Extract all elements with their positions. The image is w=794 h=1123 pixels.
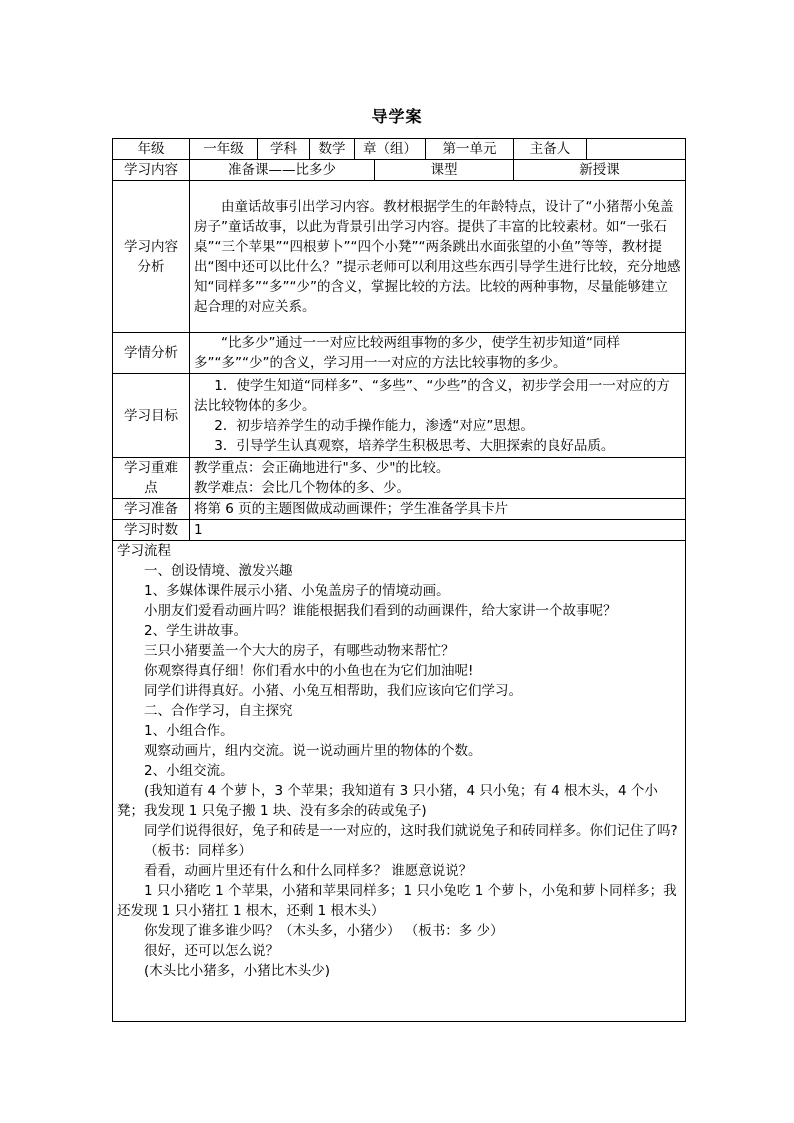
flow-line: 1、小组合作。	[144, 723, 234, 739]
analysis-label	[113, 181, 190, 333]
keypoints-label-line2: 点	[144, 480, 158, 496]
goal-item-1: 1．使学生知道“同样多”、“多些”、“少些”的含义，初步学会用一一对应的方法比较物体的多少。	[194, 377, 670, 414]
grade-label: 年级	[113, 139, 190, 160]
unit-value: 第一单元	[426, 139, 514, 160]
document-title: 导学案	[371, 107, 423, 126]
subject-value: 数学	[310, 139, 355, 160]
flow-line: 2、学生讲故事。	[144, 623, 248, 639]
situation-label: 学情分析	[113, 333, 190, 374]
keypoints-label	[113, 458, 190, 499]
flow-line: 二、合作学习，自主探究	[144, 703, 293, 719]
preparer-label: 主备人	[514, 139, 587, 160]
keypoints-label-line1: 学习重难	[124, 460, 178, 476]
header-row	[113, 139, 686, 160]
flow-line: 三只小猪要盖一个大大的房子，有哪些动物来帮忙？	[144, 643, 455, 659]
teaching-difficulty: 教学难点：会比几个物体的多、少。	[194, 480, 410, 496]
lesson-type-label: 课型	[375, 160, 514, 181]
goal-item-2: 2．初步培养学生的动手操作能力，渗透“对应”思想。	[214, 417, 534, 434]
flow-cell	[113, 541, 686, 1022]
unit-label: 章（组）	[355, 139, 426, 160]
goals-row	[113, 374, 686, 458]
goals-label: 学习目标	[113, 374, 190, 458]
keypoints-row	[113, 458, 686, 499]
flow-line: 看看，动画片里还有什么和什么同样多？ 谁愿意说说？	[144, 863, 473, 879]
flow-line: （板书：同样多）	[144, 843, 252, 859]
flow-line: 你发现了谁多谁少吗？（木头多，小猪少） （板书：多 少）	[144, 923, 504, 939]
flow-line: 观察动画片，组内交流。说一说动画片里的物体的个数。	[144, 743, 482, 759]
flow-line: (木头比小猪多，小猪比木头少)	[144, 963, 331, 979]
flow-row	[113, 541, 686, 1022]
prep-row	[113, 499, 686, 520]
flow-line: 你观察得真仔细！你们看水中的小鱼也在为它们加油呢!	[144, 663, 474, 679]
preparer-value	[587, 139, 686, 160]
analysis-label-line2: 分析	[137, 258, 165, 275]
content-label: 学习内容	[113, 160, 190, 181]
flow-line: 1 只小猪吃 1 个苹果，小猪和苹果同样多；1 只小兔吃 1 个萝卜，小兔和萝卜同样多；我还发现 1 只小猪扛 1 根木，还剩 1 根木头）	[117, 883, 677, 919]
keypoints-text	[190, 458, 686, 499]
hours-row	[113, 520, 686, 541]
analysis-label-line1: 学习内容	[124, 238, 178, 255]
goals-text	[190, 374, 686, 458]
flow-line: 一、创设情境、激发兴趣	[144, 563, 293, 579]
content-value: 准备课——比多少	[190, 160, 375, 181]
flow-line: (我知道有 4 个萝卜，3 个苹果；我知道有 3 只小猪，4 只小兔；有 4 根木头，4 个小凳；我发现 1 只兔子搬 1 块、没有多余的砖或兔子)	[117, 783, 658, 819]
situation-row	[113, 333, 686, 374]
analysis-text	[190, 181, 686, 333]
hours-value: 1	[190, 520, 686, 541]
flow-line: 1、多媒体课件展示小猪、小兔盖房子的情境动画。	[144, 583, 450, 599]
analysis-row	[113, 181, 686, 333]
prep-text: 将第 6 页的主题图做成动画课件；学生准备学具卡片	[190, 499, 686, 520]
analysis-paragraph: 由童话故事引出学习内容。教材根据学生的年龄特点，设计了“小猪帮小兔盖房子”童话故事，以此为背景引出学习内容。提供了丰富的比较素材。如“一张石桌”“三个苹果”“四根萝卜”“四个小凳”“两条跳出水面张望的小鱼”等等，教材提出“图中还可以比什么？”提示老师可以利用这些东西引导学生进行比较，充分地感知“同样多”“多”“少”的含义，掌握比较的方法。比较的两种事物，尽量能够建立起合理的对应关系。	[194, 198, 681, 315]
teaching-focus: 教学重点：会正确地进行"多、少"的比较。	[194, 460, 450, 476]
situation-text	[190, 333, 686, 374]
flow-line: 同学们说得很好，兔子和砖是一一对应的，这时我们就说兔子和砖同样多。你们记住了吗?	[144, 823, 678, 839]
flow-line: 小朋友们爱看动画片吗？谁能根据我们看到的动画课件，给大家讲一个故事呢？	[144, 603, 617, 619]
prep-label: 学习准备	[113, 499, 190, 520]
flow-line: 同学们讲得真好。小猪、小兔互相帮助，我们应该向它们学习。	[144, 683, 522, 699]
subject-label: 学科	[258, 139, 310, 160]
goal-item-3: 3．引导学生认真观察，培养学生积极思考、大胆探索的良好品质。	[214, 437, 615, 454]
content-row	[113, 160, 686, 181]
study-plan-table	[112, 138, 686, 1022]
flow-line: 很好，还可以怎么说？	[144, 943, 279, 959]
grade-value: 一年级	[190, 139, 258, 160]
situation-paragraph: “比多少”通过一一对应比较两组事物的多少，使学生初步知道“同样多”“多”“少”的含义，学习用一一对应的方法比较事物的多少。	[194, 335, 620, 371]
flow-line: 2、小组交流。	[144, 763, 234, 779]
hours-label: 学习时数	[113, 520, 190, 541]
lesson-type-value: 新授课	[514, 160, 686, 181]
flow-label: 学习流程	[117, 543, 171, 559]
